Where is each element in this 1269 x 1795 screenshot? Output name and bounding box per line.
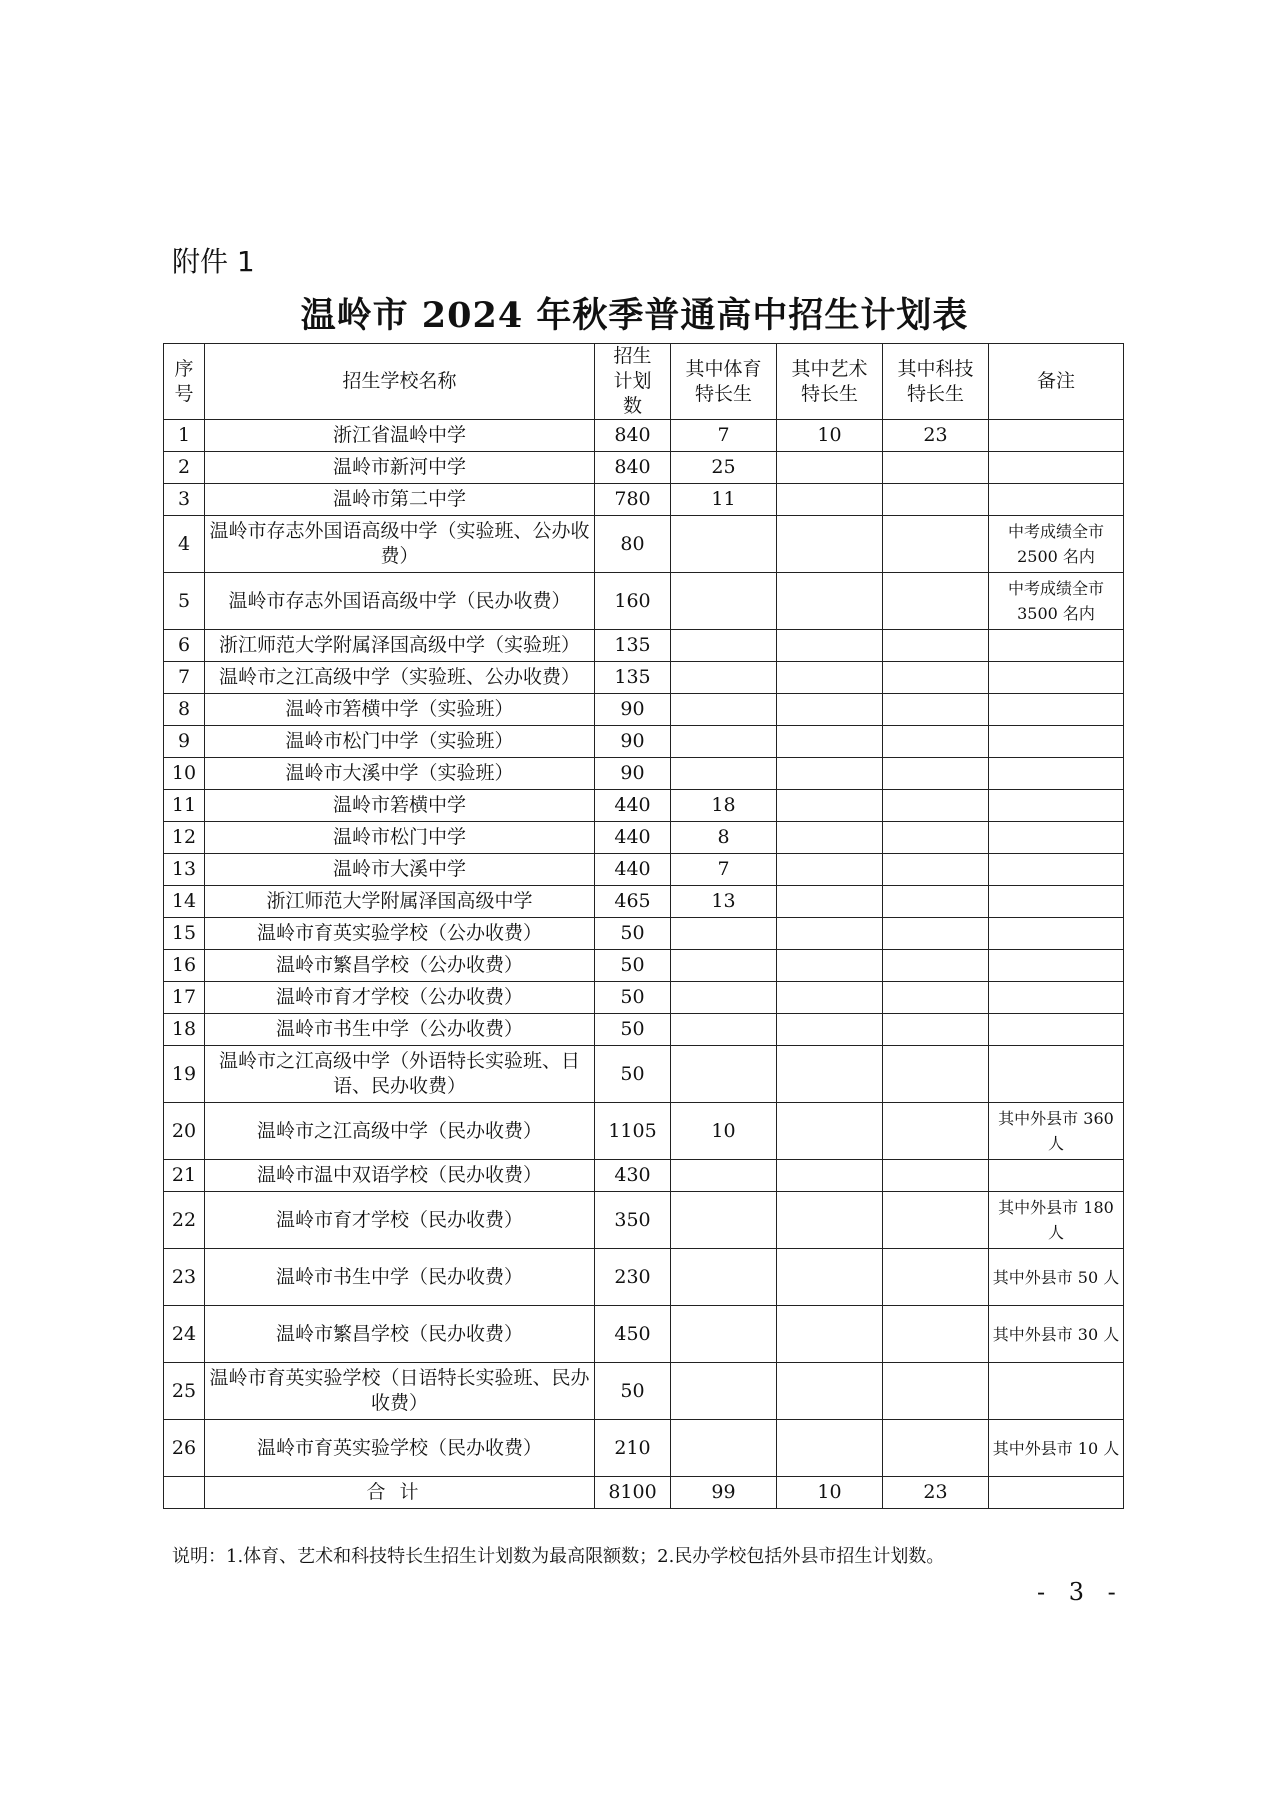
- table-row: [164, 484, 1124, 516]
- row-note: 其中外县市 10 人: [989, 1420, 1124, 1477]
- header-tech: 其中科技特长生: [883, 344, 989, 420]
- row-plan-count: 840: [595, 452, 671, 484]
- row-tech-count: [883, 662, 989, 694]
- page-title: 温岭市 2024 年秋季普通高中招生计划表: [300, 295, 969, 336]
- row-tech-count: [883, 452, 989, 484]
- total-arts: 10: [777, 1477, 883, 1509]
- row-sports-count: [671, 516, 777, 573]
- row-tech-count: [883, 950, 989, 982]
- row-school-name: 温岭市松门中学: [205, 822, 595, 854]
- table-body: [164, 420, 1124, 1477]
- row-note: [989, 420, 1124, 452]
- total-seq: [164, 1477, 205, 1509]
- row-plan-count: 160: [595, 573, 671, 630]
- row-tech-count: [883, 630, 989, 662]
- row-plan-count: 440: [595, 790, 671, 822]
- row-tech-count: 23: [883, 420, 989, 452]
- row-seq: 15: [164, 918, 205, 950]
- row-seq: 21: [164, 1160, 205, 1192]
- row-arts-count: [777, 1249, 883, 1306]
- row-note: [989, 854, 1124, 886]
- row-sports-count: 13: [671, 886, 777, 918]
- row-arts-count: [777, 1192, 883, 1249]
- row-arts-count: [777, 982, 883, 1014]
- row-seq: 12: [164, 822, 205, 854]
- row-tech-count: [883, 822, 989, 854]
- row-seq: 24: [164, 1306, 205, 1363]
- row-arts-count: [777, 1160, 883, 1192]
- table-row: [164, 420, 1124, 452]
- row-tech-count: [883, 1046, 989, 1103]
- table-row: [164, 854, 1124, 886]
- row-tech-count: [883, 1306, 989, 1363]
- row-school-name: 温岭市箬横中学: [205, 790, 595, 822]
- table-row: [164, 758, 1124, 790]
- row-sports-count: 18: [671, 790, 777, 822]
- row-arts-count: [777, 1046, 883, 1103]
- row-school-name: 浙江师范大学附属泽国高级中学: [205, 886, 595, 918]
- row-plan-count: 350: [595, 1192, 671, 1249]
- row-school-name: 温岭市之江高级中学（实验班、公办收费）: [205, 662, 595, 694]
- row-plan-count: 50: [595, 950, 671, 982]
- row-plan-count: 1105: [595, 1103, 671, 1160]
- header-note: 备注: [989, 344, 1124, 420]
- row-plan-count: 465: [595, 886, 671, 918]
- row-school-name: 温岭市之江高级中学（民办收费）: [205, 1103, 595, 1160]
- row-sports-count: 25: [671, 452, 777, 484]
- row-sports-count: [671, 630, 777, 662]
- table-row: [164, 1420, 1124, 1477]
- header-seq: 序号: [164, 344, 205, 420]
- attachment-label: 附件 1: [172, 245, 255, 278]
- row-school-name: 温岭市大溪中学（实验班）: [205, 758, 595, 790]
- header-sports: 其中体育特长生: [671, 344, 777, 420]
- row-note: [989, 1046, 1124, 1103]
- row-note: [989, 1014, 1124, 1046]
- row-tech-count: [883, 1249, 989, 1306]
- row-note: [989, 1363, 1124, 1420]
- row-sports-count: [671, 662, 777, 694]
- row-tech-count: [883, 886, 989, 918]
- table-row: [164, 662, 1124, 694]
- row-sports-count: [671, 694, 777, 726]
- header-arts: 其中艺术特长生: [777, 344, 883, 420]
- row-arts-count: [777, 516, 883, 573]
- row-sports-count: [671, 1160, 777, 1192]
- row-note: [989, 726, 1124, 758]
- row-sports-count: 7: [671, 420, 777, 452]
- enrollment-plan-table: [163, 343, 1124, 1509]
- row-tech-count: [883, 694, 989, 726]
- row-note: [989, 790, 1124, 822]
- row-arts-count: 10: [777, 420, 883, 452]
- row-arts-count: [777, 1420, 883, 1477]
- row-arts-count: [777, 950, 883, 982]
- row-note: [989, 982, 1124, 1014]
- row-school-name: 温岭市箬横中学（实验班）: [205, 694, 595, 726]
- row-tech-count: [883, 484, 989, 516]
- total-row: [164, 1477, 1124, 1509]
- total-note: [989, 1477, 1124, 1509]
- row-note: 其中外县市 180 人: [989, 1192, 1124, 1249]
- row-school-name: 温岭市育英实验学校（日语特长实验班、民办收费）: [205, 1363, 595, 1420]
- row-seq: 13: [164, 854, 205, 886]
- header-plan: 招生计划数: [595, 344, 671, 420]
- row-arts-count: [777, 452, 883, 484]
- row-school-name: 温岭市新河中学: [205, 452, 595, 484]
- row-school-name: 温岭市存志外国语高级中学（民办收费）: [205, 573, 595, 630]
- row-plan-count: 90: [595, 758, 671, 790]
- row-seq: 23: [164, 1249, 205, 1306]
- table-row: [164, 1046, 1124, 1103]
- row-note: 中考成绩全市 2500 名内: [989, 516, 1124, 573]
- header-school: 招生学校名称: [205, 344, 595, 420]
- row-school-name: 温岭市育才学校（公办收费）: [205, 982, 595, 1014]
- row-plan-count: 430: [595, 1160, 671, 1192]
- row-plan-count: 50: [595, 1046, 671, 1103]
- row-tech-count: [883, 918, 989, 950]
- row-seq: 16: [164, 950, 205, 982]
- row-note: [989, 452, 1124, 484]
- table-row: [164, 573, 1124, 630]
- table-row: [164, 1103, 1124, 1160]
- table-row: [164, 886, 1124, 918]
- row-plan-count: 80: [595, 516, 671, 573]
- row-arts-count: [777, 694, 883, 726]
- row-tech-count: [883, 1420, 989, 1477]
- row-tech-count: [883, 1192, 989, 1249]
- table-row: [164, 452, 1124, 484]
- row-seq: 18: [164, 1014, 205, 1046]
- row-seq: 9: [164, 726, 205, 758]
- row-school-name: 温岭市书生中学（民办收费）: [205, 1249, 595, 1306]
- row-arts-count: [777, 1103, 883, 1160]
- row-sports-count: [671, 758, 777, 790]
- row-tech-count: [883, 1014, 989, 1046]
- row-note: [989, 758, 1124, 790]
- row-seq: 20: [164, 1103, 205, 1160]
- row-note: [989, 1160, 1124, 1192]
- table-row: [164, 918, 1124, 950]
- table-row: [164, 822, 1124, 854]
- row-school-name: 温岭市存志外国语高级中学（实验班、公办收费）: [205, 516, 595, 573]
- row-arts-count: [777, 1363, 883, 1420]
- table-row: [164, 1160, 1124, 1192]
- row-school-name: 温岭市育英实验学校（民办收费）: [205, 1420, 595, 1477]
- row-seq: 14: [164, 886, 205, 918]
- table-row: [164, 516, 1124, 573]
- row-plan-count: 440: [595, 822, 671, 854]
- row-plan-count: 440: [595, 854, 671, 886]
- row-sports-count: [671, 1014, 777, 1046]
- row-arts-count: [777, 790, 883, 822]
- table-row: [164, 1306, 1124, 1363]
- row-sports-count: 8: [671, 822, 777, 854]
- row-note: 其中外县市 50 人: [989, 1249, 1124, 1306]
- table-row: [164, 982, 1124, 1014]
- row-note: [989, 662, 1124, 694]
- row-note: [989, 950, 1124, 982]
- row-tech-count: [883, 1160, 989, 1192]
- row-arts-count: [777, 758, 883, 790]
- row-school-name: 温岭市育才学校（民办收费）: [205, 1192, 595, 1249]
- row-sports-count: [671, 1249, 777, 1306]
- row-school-name: 温岭市之江高级中学（外语特长实验班、日语、民办收费）: [205, 1046, 595, 1103]
- row-sports-count: 11: [671, 484, 777, 516]
- table-row: [164, 1014, 1124, 1046]
- table-row: [164, 1363, 1124, 1420]
- row-arts-count: [777, 886, 883, 918]
- row-sports-count: [671, 1192, 777, 1249]
- row-seq: 26: [164, 1420, 205, 1477]
- row-sports-count: [671, 1306, 777, 1363]
- row-seq: 3: [164, 484, 205, 516]
- row-school-name: 浙江省温岭中学: [205, 420, 595, 452]
- row-school-name: 浙江师范大学附属泽国高级中学（实验班）: [205, 630, 595, 662]
- row-plan-count: 230: [595, 1249, 671, 1306]
- row-note: [989, 918, 1124, 950]
- footnote: 说明：1.体育、艺术和科技特长生招生计划数为最高限额数；2.民办学校包括外县市招生计划数。: [172, 1546, 945, 1567]
- total-sports: 99: [671, 1477, 777, 1509]
- row-sports-count: [671, 573, 777, 630]
- row-note: 中考成绩全市 3500 名内: [989, 573, 1124, 630]
- row-note: 其中外县市 360 人: [989, 1103, 1124, 1160]
- row-note: [989, 484, 1124, 516]
- row-arts-count: [777, 726, 883, 758]
- row-seq: 22: [164, 1192, 205, 1249]
- row-note: [989, 694, 1124, 726]
- row-plan-count: 50: [595, 918, 671, 950]
- table-header-row: [164, 344, 1124, 420]
- row-sports-count: 10: [671, 1103, 777, 1160]
- row-sports-count: 7: [671, 854, 777, 886]
- total-label: 合计: [205, 1477, 595, 1509]
- row-seq: 19: [164, 1046, 205, 1103]
- table-row: [164, 630, 1124, 662]
- total-tech: 23: [883, 1477, 989, 1509]
- row-tech-count: [883, 516, 989, 573]
- row-school-name: 温岭市育英实验学校（公办收费）: [205, 918, 595, 950]
- row-arts-count: [777, 1306, 883, 1363]
- row-arts-count: [777, 822, 883, 854]
- row-seq: 10: [164, 758, 205, 790]
- row-note: [989, 886, 1124, 918]
- row-sports-count: [671, 1420, 777, 1477]
- table-row: [164, 726, 1124, 758]
- row-school-name: 温岭市第二中学: [205, 484, 595, 516]
- row-arts-count: [777, 573, 883, 630]
- row-school-name: 温岭市繁昌学校（公办收费）: [205, 950, 595, 982]
- row-tech-count: [883, 982, 989, 1014]
- row-seq: 6: [164, 630, 205, 662]
- row-arts-count: [777, 854, 883, 886]
- row-note: 其中外县市 30 人: [989, 1306, 1124, 1363]
- row-seq: 4: [164, 516, 205, 573]
- row-arts-count: [777, 484, 883, 516]
- row-sports-count: [671, 982, 777, 1014]
- row-plan-count: 90: [595, 694, 671, 726]
- row-school-name: 温岭市松门中学（实验班）: [205, 726, 595, 758]
- row-arts-count: [777, 630, 883, 662]
- row-note: [989, 630, 1124, 662]
- row-seq: 7: [164, 662, 205, 694]
- row-tech-count: [883, 790, 989, 822]
- row-tech-count: [883, 1103, 989, 1160]
- row-tech-count: [883, 758, 989, 790]
- table-row: [164, 694, 1124, 726]
- row-tech-count: [883, 854, 989, 886]
- page-number: - 3 -: [1037, 1578, 1124, 1606]
- table-row: [164, 790, 1124, 822]
- row-seq: 1: [164, 420, 205, 452]
- row-seq: 8: [164, 694, 205, 726]
- table-row: [164, 1249, 1124, 1306]
- row-sports-count: [671, 726, 777, 758]
- row-plan-count: 135: [595, 662, 671, 694]
- total-plan: 8100: [595, 1477, 671, 1509]
- table-row: [164, 1192, 1124, 1249]
- row-seq: 2: [164, 452, 205, 484]
- row-plan-count: 50: [595, 1014, 671, 1046]
- row-sports-count: [671, 1363, 777, 1420]
- row-school-name: 温岭市繁昌学校（民办收费）: [205, 1306, 595, 1363]
- row-school-name: 温岭市大溪中学: [205, 854, 595, 886]
- row-arts-count: [777, 662, 883, 694]
- row-tech-count: [883, 726, 989, 758]
- row-seq: 5: [164, 573, 205, 630]
- row-arts-count: [777, 1014, 883, 1046]
- row-seq: 25: [164, 1363, 205, 1420]
- row-plan-count: 90: [595, 726, 671, 758]
- row-plan-count: 135: [595, 630, 671, 662]
- row-plan-count: 780: [595, 484, 671, 516]
- row-seq: 17: [164, 982, 205, 1014]
- row-school-name: 温岭市书生中学（公办收费）: [205, 1014, 595, 1046]
- row-plan-count: 450: [595, 1306, 671, 1363]
- row-note: [989, 822, 1124, 854]
- table-row: [164, 950, 1124, 982]
- row-sports-count: [671, 950, 777, 982]
- row-sports-count: [671, 918, 777, 950]
- row-tech-count: [883, 1363, 989, 1420]
- row-tech-count: [883, 573, 989, 630]
- row-plan-count: 50: [595, 982, 671, 1014]
- row-seq: 11: [164, 790, 205, 822]
- row-plan-count: 210: [595, 1420, 671, 1477]
- row-school-name: 温岭市温中双语学校（民办收费）: [205, 1160, 595, 1192]
- row-plan-count: 50: [595, 1363, 671, 1420]
- row-arts-count: [777, 918, 883, 950]
- row-plan-count: 840: [595, 420, 671, 452]
- row-sports-count: [671, 1046, 777, 1103]
